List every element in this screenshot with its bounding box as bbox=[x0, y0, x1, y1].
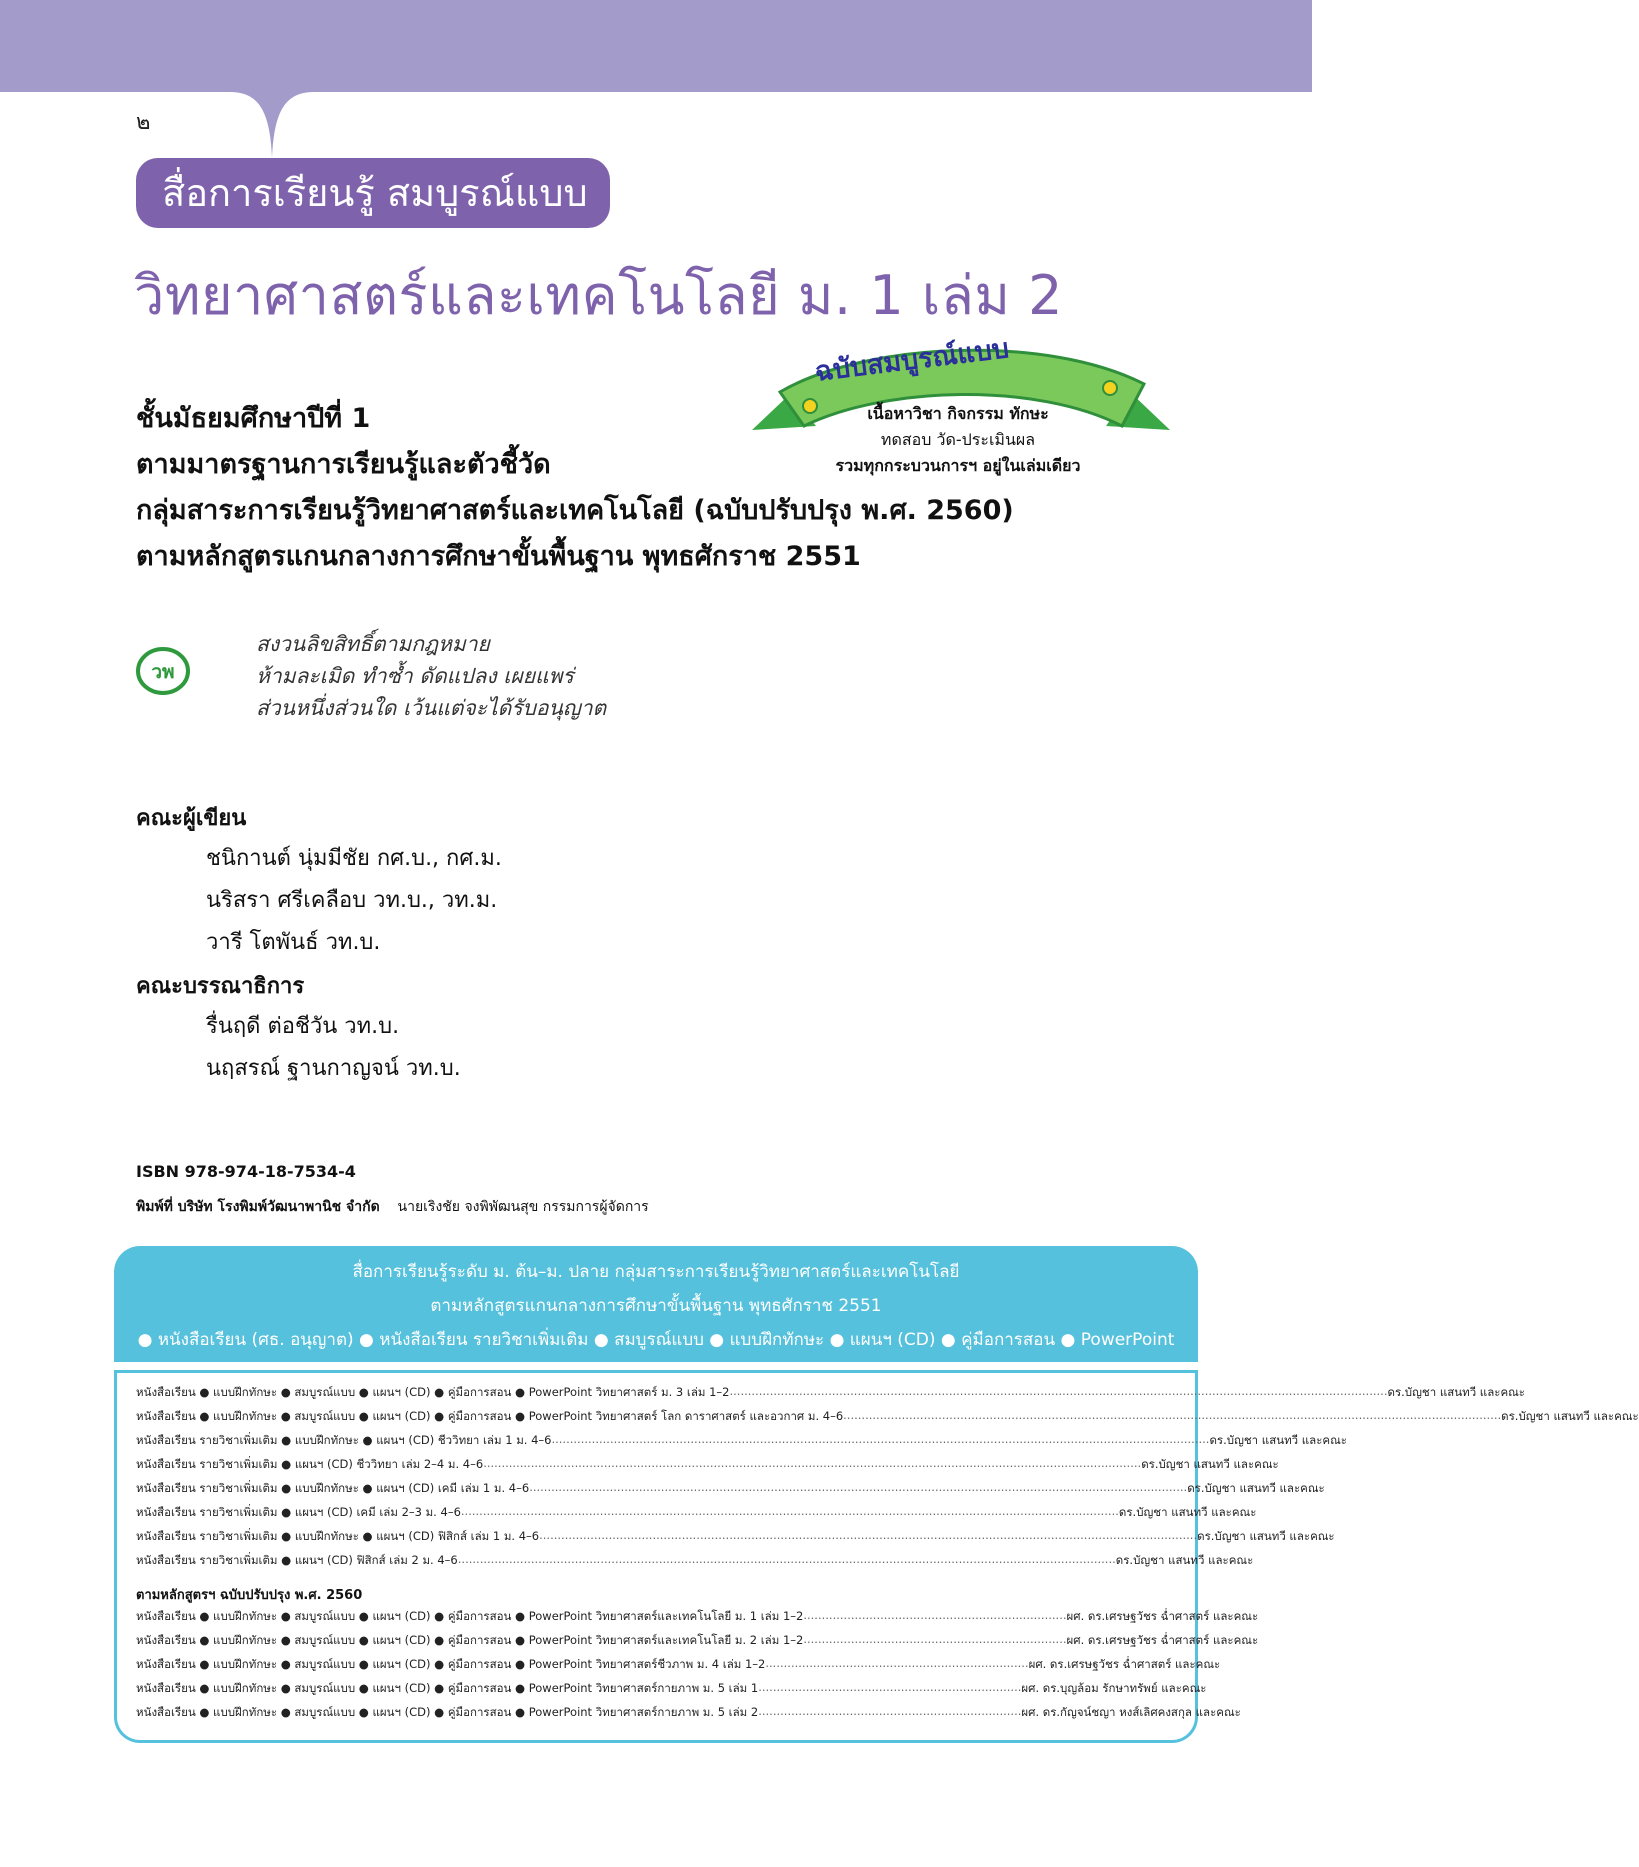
catalog-header-line: สื่อการเรียนรู้ระดับ ม. ต้น–ม. ปลาย กลุ่มสาระการเรียนรู้วิทยาศาสตร์และเทคโนโลยี bbox=[352, 1262, 960, 1282]
catalog-row-title: หนังสือเรียน ● แบบฝึกทักษะ ● สมบูรณ์แบบ ● แผนฯ (CD) ● คู่มือการสอน ● PowerPoint วิทยาศาสตร์กายภาพ ม. 5 เล่ม 2 bbox=[136, 1705, 759, 1719]
author-name: วารี โตพันธ์ วท.บ. bbox=[206, 930, 381, 955]
catalog-row-author: ดร.บัญชา แสนทวี และคณะ bbox=[1209, 1433, 1347, 1447]
catalog-row: หนังสือเรียน รายวิชาเพิ่มเติม ● แบบฝึกทักษะ ● แผนฯ (CD) เคมี เล่ม 1 ม. 4–6 .................................................................................................................................................................................... ดร.บัญชา แสนทวี และคณะ bbox=[136, 1480, 1176, 1504]
grade-line: ตามมาตรฐานการเรียนรู้และตัวชี้วัด bbox=[136, 449, 551, 480]
ribbon-line-3: รวมทุกกระบวนการฯ อยู่ในเล่มเดียว bbox=[835, 456, 1081, 475]
catalog-row: หนังสือเรียน รายวิชาเพิ่มเติม ● แผนฯ (CD) เคมี เล่ม 2–3 ม. 4–6 .................................................................................................................................................................................... ดร.บัญชา แสนทวี และคณะ bbox=[136, 1504, 1176, 1528]
isbn: ISBN 978-974-18-7534-4 bbox=[136, 1162, 356, 1181]
catalog-row-title: หนังสือเรียน รายวิชาเพิ่มเติม ● แบบฝึกทักษะ ● แผนฯ (CD) เคมี เล่ม 1 ม. 4–6 bbox=[136, 1481, 530, 1495]
catalog-row-author: ผศ. ดร.เศรษฐวัชร ฉ่ำศาสตร์ และคณะ bbox=[1066, 1633, 1259, 1647]
catalog-row: หนังสือเรียน รายวิชาเพิ่มเติม ● แบบฝึกทักษะ ● แผนฯ (CD) ฟิสิกส์ เล่ม 1 ม. 4–6 .................................................................................................................................................................................... ดร.บัญชา แสนทวี และคณะ bbox=[136, 1528, 1176, 1552]
copyright-line: ห้ามละเมิด ทำซ้ำ ดัดแปลง เผยแพร่ bbox=[256, 664, 574, 688]
catalog-row-author: ดร.บัญชา แสนทวี และคณะ bbox=[1197, 1529, 1335, 1543]
catalog-row-title: หนังสือเรียน รายวิชาเพิ่มเติม ● แบบฝึกทักษะ ● แผนฯ (CD) ฟิสิกส์ เล่ม 1 ม. 4–6 bbox=[136, 1529, 540, 1543]
printer-label: พิมพ์ที่ บริษัท โรงพิมพ์วัฒนาพานิช จำกัด bbox=[136, 1199, 380, 1215]
catalog-row-title: หนังสือเรียน ● แบบฝึกทักษะ ● สมบูรณ์แบบ ● แผนฯ (CD) ● คู่มือการสอน ● PowerPoint วิทยาศาสตร์กายภาพ ม. 5 เล่ม 1 bbox=[136, 1681, 759, 1695]
editor-name: นฤสรณ์ ฐานกาญจน์ วท.บ. bbox=[206, 1056, 461, 1081]
printer-info bbox=[136, 1196, 649, 1218]
copyright-line: สงวนลิขสิทธิ์ตามกฎหมาย bbox=[256, 632, 490, 656]
catalog-row-title: หนังสือเรียน รายวิชาเพิ่มเติม ● แผนฯ (CD) เคมี เล่ม 2–3 ม. 4–6 bbox=[136, 1505, 461, 1519]
grade-line: กลุ่มสาระการเรียนรู้วิทยาศาสตร์และเทคโนโลยี (ฉบับปรับปรุง พ.ศ. 2560) bbox=[136, 495, 1014, 526]
catalog-row-author: ผศ. ดร.กัญจน์ชญา หงส์เลิศคงสกุล และคณะ bbox=[1021, 1705, 1241, 1719]
catalog-header-line: ตามหลักสูตรแกนกลางการศึกษาขั้นพื้นฐาน พุทธศักราช 2551 bbox=[430, 1296, 882, 1316]
catalog-row-author: ผศ. ดร.เศรษฐวัชร ฉ่ำศาสตร์ และคณะ bbox=[1028, 1657, 1221, 1671]
band-notch bbox=[0, 0, 1312, 170]
catalog-row: หนังสือเรียน รายวิชาเพิ่มเติม ● แผนฯ (CD) ชีววิทยา เล่ม 2–4 ม. 4–6 .................................................................................................................................................................................... ดร.บัญชา แสนทวี และคณะ bbox=[136, 1456, 1176, 1480]
catalog-row: หนังสือเรียน ● แบบฝึกทักษะ ● สมบูรณ์แบบ ● แผนฯ (CD) ● คู่มือการสอน ● PowerPoint วิทยาศาสตร์ ม. 3 เล่ม 1–2 .................................................................................................................................................................................... ดร.บัญชา แสนทวี และคณะ bbox=[136, 1384, 1176, 1408]
catalog-row-title: หนังสือเรียน ● แบบฝึกทักษะ ● สมบูรณ์แบบ ● แผนฯ (CD) ● คู่มือการสอน ● PowerPoint วิทยาศาสตร์และเทคโนโลยี ม. 1 เล่ม 1–2 bbox=[136, 1609, 804, 1623]
editors-heading: คณะบรรณาธิการ bbox=[136, 974, 305, 999]
publisher-logo bbox=[136, 646, 190, 696]
catalog-row-title: หนังสือเรียน ● แบบฝึกทักษะ ● สมบูรณ์แบบ ● แผนฯ (CD) ● คู่มือการสอน ● PowerPoint วิทยาศาสตร์ ม. 3 เล่ม 1–2 bbox=[136, 1385, 730, 1399]
ribbon-line-2: ทดสอบ วัด-ประเมินผล bbox=[880, 430, 1036, 449]
author-name: ชนิกานต์ นุ่มมีชัย กศ.บ., กศ.ม. bbox=[206, 846, 502, 871]
series-label: สื่อการเรียนรู้ สมบูรณ์แบบ bbox=[136, 158, 610, 228]
author-name: นริสรา ศรีเคลือบ วท.บ., วท.ม. bbox=[206, 888, 498, 913]
grade-line: ชั้นมัธยมศึกษาปีที่ 1 bbox=[136, 403, 371, 434]
catalog-row-author: ดร.บัญชา แสนทวี และคณะ bbox=[1115, 1553, 1254, 1567]
catalog-row-author: ดร.บัญชา แสนทวี และคณะ bbox=[1187, 1481, 1325, 1495]
catalog-row-author: ดร.บัญชา แสนทวี และคณะ bbox=[1118, 1505, 1257, 1519]
catalog-row-author: ดร.บัญชา แสนทวี และคณะ bbox=[1141, 1457, 1279, 1471]
page-number: ๒ bbox=[136, 110, 151, 135]
catalog-row-title: หนังสือเรียน ● แบบฝึกทักษะ ● สมบูรณ์แบบ ● แผนฯ (CD) ● คู่มือการสอน ● PowerPoint วิทยาศาสตร์ โลก ดาราศาสตร์ และอวกาศ ม. 4–6 bbox=[136, 1409, 844, 1423]
catalog-row: หนังสือเรียน ● แบบฝึกทักษะ ● สมบูรณ์แบบ ● แผนฯ (CD) ● คู่มือการสอน ● PowerPoint วิทยาศาสตร์และเทคโนโลยี ม. 1 เล่ม 1–2 ........................................................................ ผศ. ดร.เศรษฐวัชร ฉ่ำศาสตร์ และคณะ bbox=[136, 1608, 1176, 1632]
catalog-row-title: หนังสือเรียน รายวิชาเพิ่มเติม ● แผนฯ (CD) ฟิสิกส์ เล่ม 2 ม. 4–6 bbox=[136, 1553, 458, 1567]
catalog-row: หนังสือเรียน ● แบบฝึกทักษะ ● สมบูรณ์แบบ ● แผนฯ (CD) ● คู่มือการสอน ● PowerPoint วิทยาศาสตร์กายภาพ ม. 5 เล่ม 2 ........................................................................ ผศ. ดร.กัญจน์ชญา หงส์เลิศคงสกุล และคณะ bbox=[136, 1704, 1176, 1728]
catalog-row-title: หนังสือเรียน ● แบบฝึกทักษะ ● สมบูรณ์แบบ ● แผนฯ (CD) ● คู่มือการสอน ● PowerPoint วิทยาศาสตร์และเทคโนโลยี ม. 2 เล่ม 1–2 bbox=[136, 1633, 804, 1647]
catalog-row: หนังสือเรียน รายวิชาเพิ่มเติม ● แผนฯ (CD) ฟิสิกส์ เล่ม 2 ม. 4–6 .................................................................................................................................................................................... ดร.บัญชา แสนทวี และคณะ bbox=[136, 1552, 1176, 1576]
catalog-subheading: ตามหลักสูตรฯ ฉบับปรับปรุง พ.ศ. 2560 bbox=[136, 1588, 363, 1603]
printer-manager: นายเริงชัย จงพิพัฒนสุข กรรมการผู้จัดการ bbox=[397, 1199, 649, 1215]
page-title: วิทยาศาสตร์และเทคโนโลยี ม. 1 เล่ม 2 bbox=[134, 264, 1064, 327]
catalog-row-author: ดร.บัญชา แสนทวี และคณะ bbox=[1501, 1409, 1639, 1423]
catalog-row: หนังสือเรียน ● แบบฝึกทักษะ ● สมบูรณ์แบบ ● แผนฯ (CD) ● คู่มือการสอน ● PowerPoint วิทยาศาสตร์กายภาพ ม. 5 เล่ม 1 ........................................................................ ผศ. ดร.บุญล้อม รักษาทรัพย์ และคณะ bbox=[136, 1680, 1176, 1704]
authors-heading: คณะผู้เขียน bbox=[136, 806, 247, 831]
catalog-row-author: ดร.บัญชา แสนทวี และคณะ bbox=[1387, 1385, 1525, 1399]
catalog-row-author: ผศ. ดร.เศรษฐวัชร ฉ่ำศาสตร์ และคณะ bbox=[1066, 1609, 1259, 1623]
catalog-row-title: หนังสือเรียน ● แบบฝึกทักษะ ● สมบูรณ์แบบ ● แผนฯ (CD) ● คู่มือการสอน ● PowerPoint วิทยาศาสตร์ชีวภาพ ม. 4 เล่ม 1–2 bbox=[136, 1657, 766, 1671]
catalog-row-title: หนังสือเรียน รายวิชาเพิ่มเติม ● แผนฯ (CD) ชีววิทยา เล่ม 2–4 ม. 4–6 bbox=[136, 1457, 484, 1471]
copyright-line: ส่วนหนึ่งส่วนใด เว้นแต่จะได้รับอนุญาต bbox=[256, 696, 607, 720]
catalog-row: หนังสือเรียน ● แบบฝึกทักษะ ● สมบูรณ์แบบ ● แผนฯ (CD) ● คู่มือการสอน ● PowerPoint วิทยาศาสตร์ชีวภาพ ม. 4 เล่ม 1–2 ........................................................................ ผศ. ดร.เศรษฐวัชร ฉ่ำศาสตร์ และคณะ bbox=[136, 1656, 1176, 1680]
editor-name: รื่นฤดี ต่อชีวัน วท.บ. bbox=[206, 1014, 400, 1039]
catalog-row: หนังสือเรียน รายวิชาเพิ่มเติม ● แบบฝึกทักษะ ● แผนฯ (CD) ชีววิทยา เล่ม 1 ม. 4–6 .................................................................................................................................................................................... ดร.บัญชา แสนทวี และคณะ bbox=[136, 1432, 1176, 1456]
ribbon-line-1: เนื้อหาวิชา กิจกรรม ทักษะ bbox=[867, 404, 1049, 423]
catalog-row-title: หนังสือเรียน รายวิชาเพิ่มเติม ● แบบฝึกทักษะ ● แผนฯ (CD) ชีววิทยา เล่ม 1 ม. 4–6 bbox=[136, 1433, 552, 1447]
grade-line: ตามหลักสูตรแกนกลางการศึกษาขั้นพื้นฐาน พุทธศักราช 2551 bbox=[136, 541, 861, 572]
catalog-header-line: ● หนังสือเรียน (ศธ. อนุญาต) ● หนังสือเรียน รายวิชาเพิ่มเติม ● สมบูรณ์แบบ ● แบบฝึกทักษะ ● แผนฯ (CD) ● คู่มือการสอน ● PowerPoint bbox=[137, 1330, 1175, 1350]
ribbon-title: ฉบับสมบูรณ์แบบ bbox=[812, 333, 1011, 388]
catalog-row: หนังสือเรียน ● แบบฝึกทักษะ ● สมบูรณ์แบบ ● แผนฯ (CD) ● คู่มือการสอน ● PowerPoint วิทยาศาสตร์ โลก ดาราศาสตร์ และอวกาศ ม. 4–6 .................................................................................................................................................................................... ดร.บัญชา แสนทวี และคณะ bbox=[136, 1408, 1176, 1432]
catalog-row: หนังสือเรียน ● แบบฝึกทักษะ ● สมบูรณ์แบบ ● แผนฯ (CD) ● คู่มือการสอน ● PowerPoint วิทยาศาสตร์และเทคโนโลยี ม. 2 เล่ม 1–2 ........................................................................ ผศ. ดร.เศรษฐวัชร ฉ่ำศาสตร์ และคณะ bbox=[136, 1632, 1176, 1656]
catalog-row-author: ผศ. ดร.บุญล้อม รักษาทรัพย์ และคณะ bbox=[1021, 1681, 1207, 1695]
copyright-notice bbox=[256, 628, 606, 724]
publisher-logo-text: วพ bbox=[151, 661, 175, 683]
curriculum-info bbox=[136, 396, 1014, 580]
